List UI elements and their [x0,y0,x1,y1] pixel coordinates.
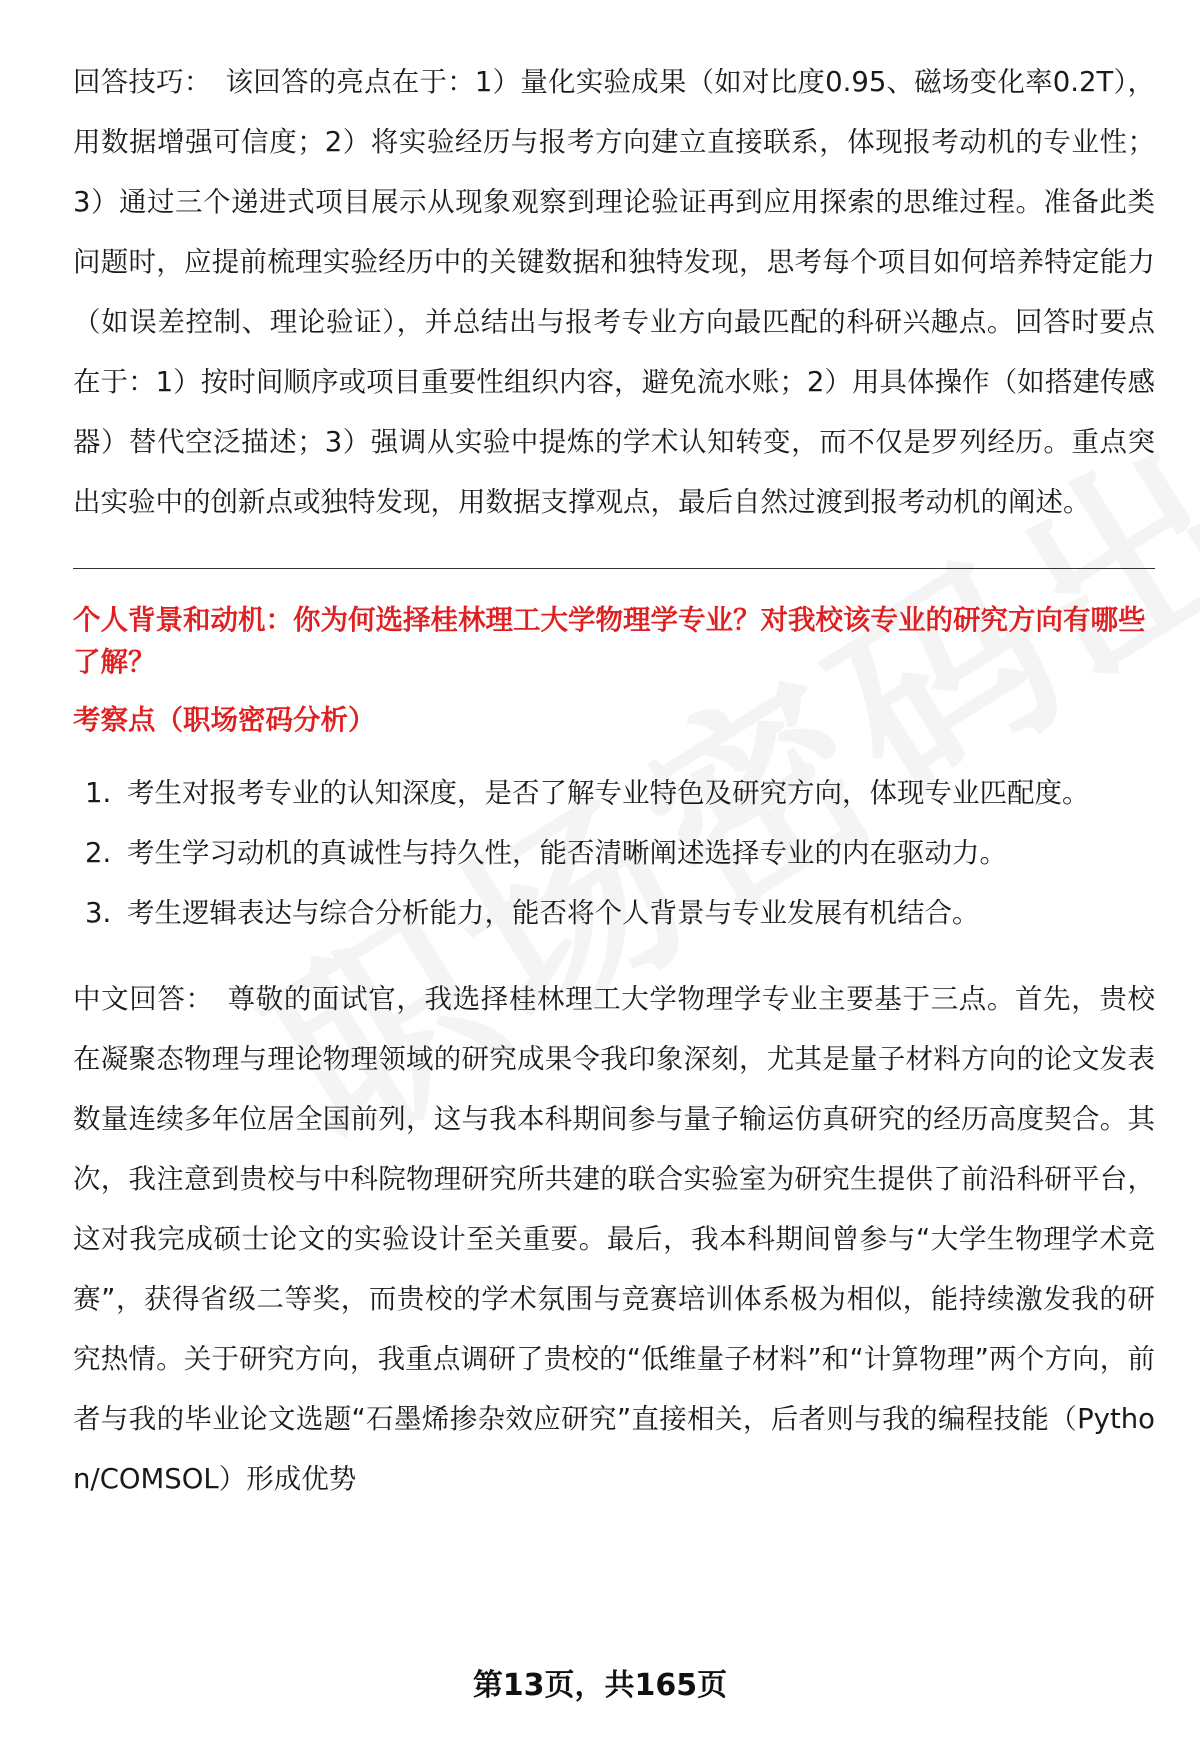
list-item-number: 1. [85,777,112,809]
list-item-text: 考生对报考专业的认知深度，是否了解专业特色及研究方向，体现专业匹配度。 [127,777,1090,809]
page-number: 第13页，共165页 [472,1668,728,1703]
answer-tips-text: 该回答的亮点在于：1）量化实验成果（如对比度0.95、磁场变化率0.2T），用数据增强可信度；2）将实验经历与报考方向建立直接联系，体现报考动机的专业性；3）通过三个递进式项目展示从现象观察到理论验证再到应用探索的思维过程。准备此类问题时，应提前梳理实验经历中的关键数据和独特发现，思考每个项目如何培养特定能力（如误差控制、理论验证），并总结出与报考专业方向最匹配的科研兴趣点。回答时要点在于：1）按时间顺序或项目重要性组织内容，避免流水账；2）用具体操作（如搭建传感器）替代空泛描述；3）强调从实验中提炼的学术认知转变，而不仅是罗列经历。重点突出实验中的创新点或独特发现，用数据支撑观点，最后自然过渡到报考动机的阐述。 [73,66,1155,518]
list-item-text: 考生逻辑表达与综合分析能力，能否将个人背景与专业发展有机结合。 [127,897,980,929]
list-item [73,763,1155,823]
question-heading: 个人背景和动机：你为何选择桂林理工大学物理学专业？对我校该专业的研究方向有哪些了解？ [73,604,1146,678]
examine-points-list [73,763,1155,943]
document-body [73,52,1155,1509]
list-item [73,883,1155,943]
section-divider [73,568,1155,569]
list-item-number: 3. [85,897,112,929]
chinese-answer-paragraph [73,969,1155,1509]
list-item-number: 2. [85,837,112,869]
list-item [73,823,1155,883]
answer-tips-label: 回答技巧： [73,66,212,98]
chinese-answer-text: 尊敬的面试官，我选择桂林理工大学物理学专业主要基于三点。首先，贵校在凝聚态物理与理论物理领域的研究成果令我印象深刻，尤其是量子材料方向的论文发表数量连续多年位居全国前列，这与我本科期间参与量子输运仿真研究的经历高度契合。其次，我注意到贵校与中科院物理研究所共建的联合实验室为研究生提供了前沿科研平台，这对我完成硕士论文的实验设计至关重要。最后，我本科期间曾参与“大学生物理学术竞赛”，获得省级二等奖，而贵校的学术氛围与竞赛培训体系极为相似，能持续激发我的研究热情。关于研究方向，我重点调研了贵校的“低维量子材料”和“计算物理”两个方向，前者与我的毕业论文选题“石墨烯掺杂效应研究”直接相关，后者则与我的编程技能（Python/COMSOL）形成优势 [73,983,1155,1495]
list-item-text: 考生学习动机的真诚性与持久性，能否清晰阐述选择专业的内在驱动力。 [127,837,1007,869]
answer-tips-paragraph [73,52,1155,532]
examine-heading: 考察点（职场密码分析） [73,704,376,736]
chinese-answer-label: 中文回答： [73,983,214,1015]
